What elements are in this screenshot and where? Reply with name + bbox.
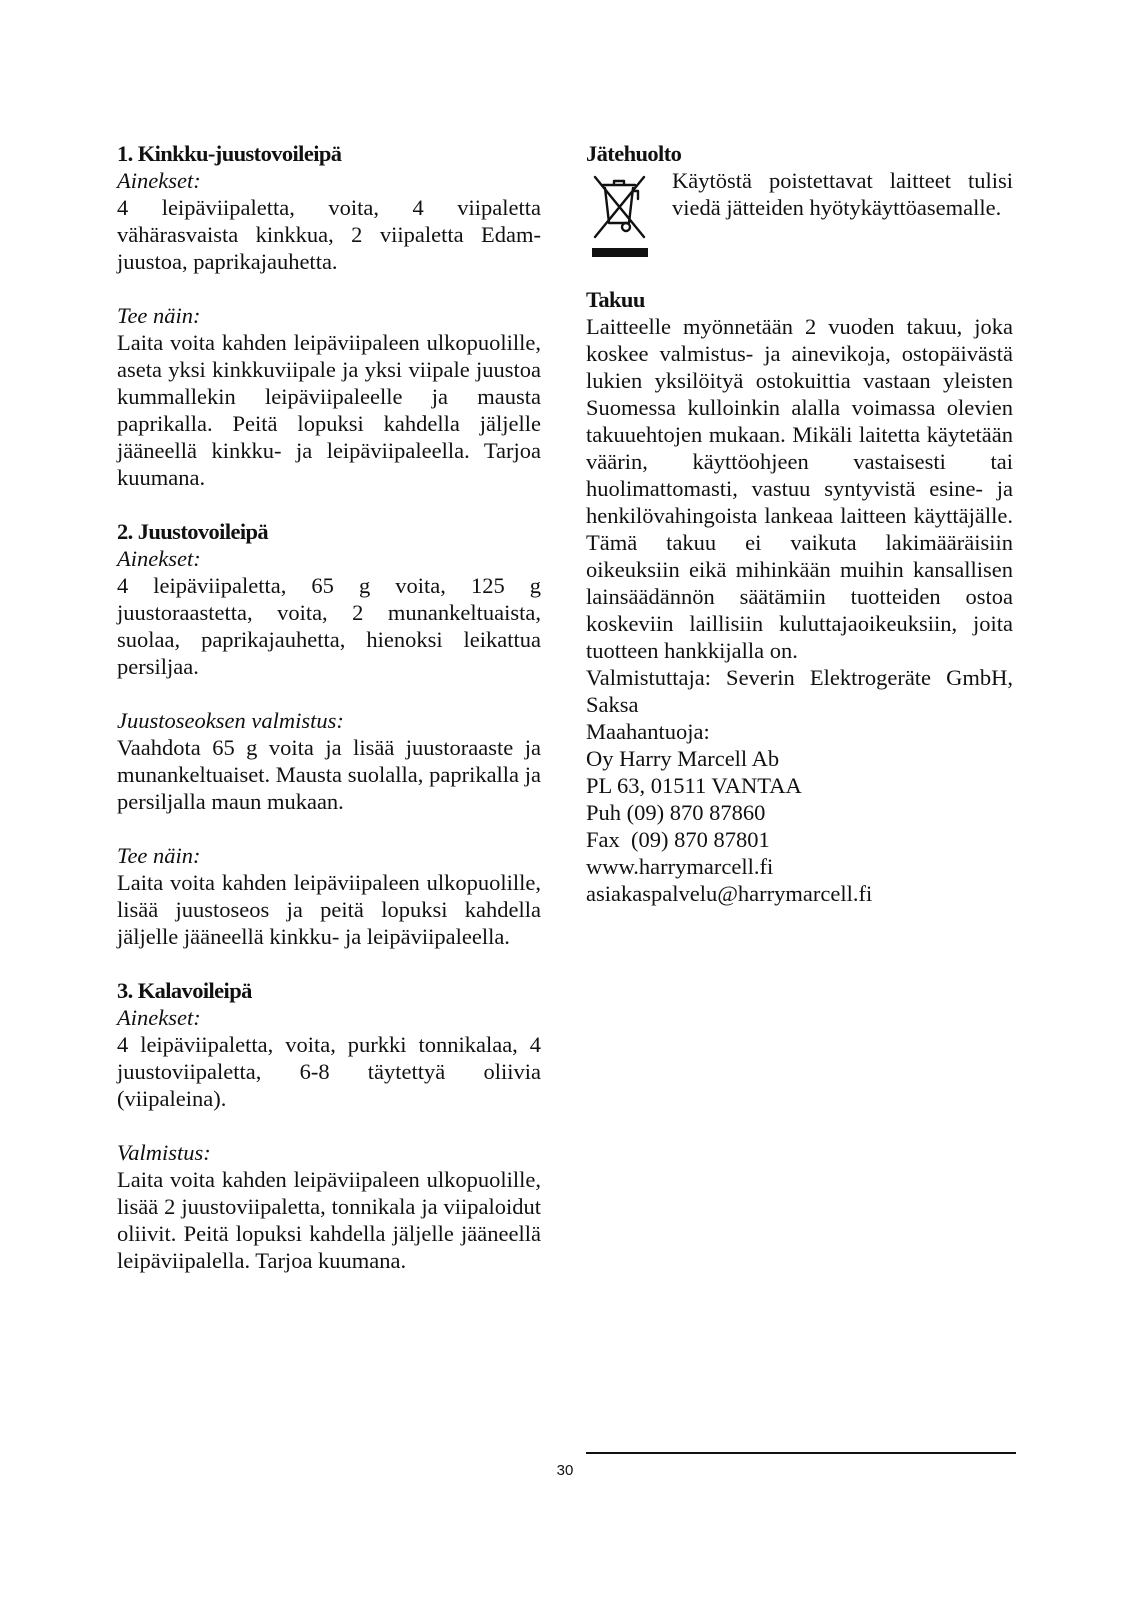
recipe-1-method [117,302,541,491]
importer-label: Maahantuoja: [586,719,710,744]
phone-number: Puh (09) 870 87860 [586,800,766,825]
recipe-3-ingredients: 4 leipäviipaletta, voita, purkki tonnikalaa, 4 juustoviipaletta, 6-8 täytettyä oliivia (viipaleina). [117,1032,541,1111]
footer-divider [586,1452,1016,1454]
website-link[interactable]: www.harrymarcell.fi [586,854,774,879]
disposal-row [586,167,1013,259]
recipe-2-method-label: Tee näin: [117,843,201,868]
recipe-1-ingredients: 4 leipäviipaletta, voita, 4 viipaletta vähärasvaista kinkkua, 2 viipaletta Edam-juustoa, paprikajauhetta. [117,195,541,274]
recipe-3-title: 3. Kalavoileipä [117,978,252,1003]
disposal-text: Käytöstä poistettavat laitteet tulisi viedä jätteiden hyötykäyttöasemalle. [672,168,1013,220]
recipe-1-method-text: Laita voita kahden leipäviipaleen ulkopuolille, aseta yksi kinkkuviipale ja yksi viipale juustoa kummallekin leipäviipaleelle ja mausta paprikalla. Peitä lopuksi kahdella jäljelle jääneellä kinkku- ja leipäviipaleella. Tarjoa kuumana. [117,330,541,490]
right-column [586,140,1013,934]
recipe-2-title: 2. Juustovoileipä [117,519,269,544]
recipe-2-method-text: Laita voita kahden leipäviipaleen ulkopuolille, lisää juustoseos ja peitä lopuksi kahdella jäljelle jääneellä kinkku- ja leipäviipaleella. [117,870,541,949]
recipe-3 [117,977,541,1112]
recipe-3-method-text: Laita voita kahden leipäviipaleen ulkopuolille, lisää 2 juustoviipaletta, tonnikala ja viipaloidut oliivit. Peitä lopuksi kahdella jäljelle jääneellä leipäviipalella. Tarjoa kuumana. [117,1167,541,1273]
disposal-section [586,140,1013,259]
recipe-2-ingredients-label: Ainekset: [117,546,201,571]
recipe-2-method [117,842,541,950]
fax-number: Fax (09) 870 87801 [586,827,770,852]
importer-address: PL 63, 01511 VANTAA [586,773,802,798]
recipe-1-title: 1. Kinkku-juustovoileipä [117,141,342,166]
recipe-2 [117,518,541,680]
crossed-out-wheelie-bin-icon [586,171,652,259]
page-number: 30 [556,1462,574,1479]
warranty-text: Laitteelle myönnetään 2 vuoden takuu, joka koskee valmistus- ja ainevikoja, ostopäivästä lukien yksilöityä ostokuittia vastaan yleisten Suomessa kulloinkin alalla voimassa olevien takuuehtojen mukaan. Mikäli laitetta käytetään väärin, käyttöohjeen vastaisesti tai huolimattomasti, vastuu syntyvistä esine- ja henkilövahingoista lankeaa laitteen käyttäjälle. Tämä takuu ei vaikuta lakimääräisiin oikeuksiin eikä mihinkään muihin kansallisen lainsäädännön säätämiin tuotteiden ostoa koskeviin laillisiin kuluttajaoikeuksiin, joita tuotteen hankkijalla on. [586,314,1013,663]
recipe-3-ingredients-label: Ainekset: [117,1005,201,1030]
left-column [117,140,541,1301]
recipe-1-ingredients-label: Ainekset: [117,168,201,193]
recipe-2-mixture [117,707,541,815]
disposal-title: Jätehuolto [586,141,682,166]
recipe-3-method-label: Valmistus: [117,1140,211,1165]
warranty-section [586,286,1013,907]
email-link[interactable]: asiakaspalvelu@harrymarcell.fi [586,881,873,906]
importer-name: Oy Harry Marcell Ab [586,746,780,771]
recipe-2-mixture-text: Vaahdota 65 g voita ja lisää juustoraaste ja munankeltuaiset. Mausta suolalla, paprikalla ja persiljalla maun mukaan. [117,735,541,814]
recipe-3-method [117,1139,541,1274]
recipe-1-method-label: Tee näin: [117,303,201,328]
manufacturer-text: Valmistuttaja: Severin Elektrogeräte GmbH, Saksa [586,665,1013,717]
recipe-2-mixture-label: Juustoseoksen valmistus: [117,708,344,733]
recipe-1 [117,140,541,275]
warranty-title: Takuu [586,287,645,312]
recipe-2-ingredients: 4 leipäviipaletta, 65 g voita, 125 g juustoraastetta, voita, 2 munankeltuaista, suolaa, paprikajauhetta, hienoksi leikattua persiljaa. [117,573,541,679]
